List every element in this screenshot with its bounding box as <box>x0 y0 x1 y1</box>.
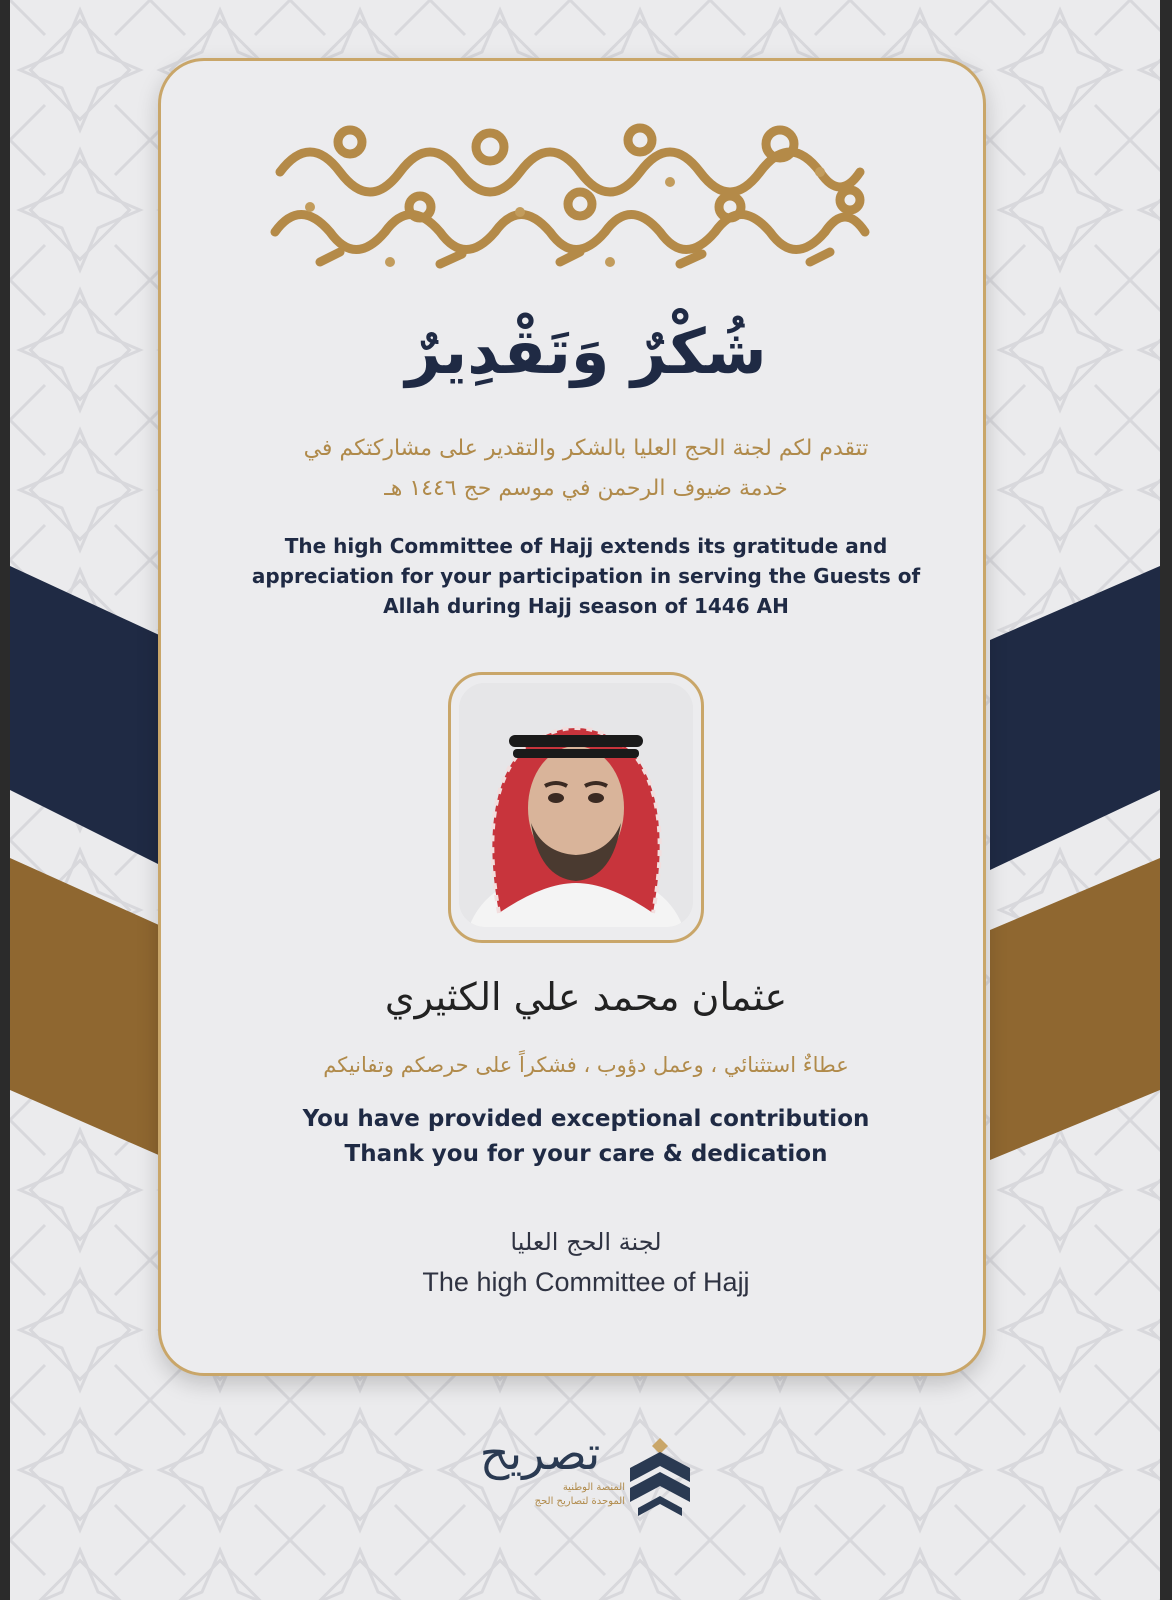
logo-subtitle-1: المنصة الوطنية <box>562 1482 625 1493</box>
intro-arabic-line-2: خدمة ضيوف الرحمن في موسم حج ١٤٤٦ هـ <box>384 476 788 501</box>
thanks-english-line-1: You have provided exceptional contribution <box>302 1106 870 1132</box>
intro-arabic-line-1: تتقدم لكم لجنة الحج العليا بالشكر والتقدير على مشاركتكم في <box>303 436 869 461</box>
portrait-photo-icon <box>459 683 693 927</box>
committee-name-arabic: لجنة الحج العليا <box>510 1228 662 1256</box>
intro-english-line-3: Allah during Hajj season of 1446 AH <box>383 594 789 618</box>
recipient-name: عثمان محمد علي الكثيري <box>384 975 788 1019</box>
logo-name: تصريح <box>479 1426 601 1480</box>
intro-english-line-2: appreciation for your participation in serving the Guests of <box>251 564 921 588</box>
certificate-title: شُكْرٌ وَتَقْدِيرٌ <box>405 315 767 388</box>
arabic-calligraphy-ornament-icon <box>260 112 888 282</box>
thanks-english-line-2: Thank you for your care & dedication <box>344 1141 828 1167</box>
thanks-arabic: عطاءٌ استثنائي ، وعمل دؤوب ، فشكراً على حرصكم وتفانيكم <box>323 1053 849 1077</box>
intro-english-line-1: The high Committee of Hajj extends its gratitude and <box>284 534 888 558</box>
committee-name-english: The high Committee of Hajj <box>422 1267 750 1297</box>
logo-subtitle-2: الموحدة لتصاريح الحج <box>534 1496 625 1507</box>
